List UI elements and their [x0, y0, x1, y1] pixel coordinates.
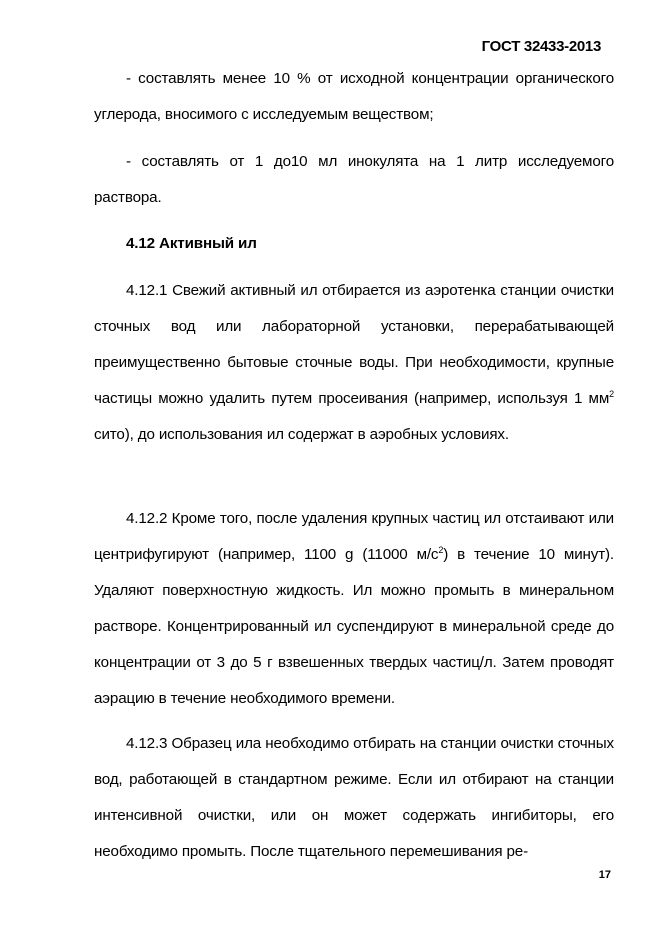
page-number: 17 [598, 869, 611, 881]
section-heading-block [94, 226, 614, 262]
section-heading: 4.12 Активный ил [126, 235, 257, 252]
paragraph-text-part: 4.12.1 Свежий активный ил отбирается из аэротенка станции очистки сточных вод или лабораторной установки, перерабатывающей преимущественно бытовые сточные воды. При необходимости, крупные частицы можно удалить путем просеивания (например, используя 1 мм [94, 282, 614, 407]
superscript: 2 [438, 544, 444, 555]
list-item-concentration [94, 61, 614, 133]
paragraph-text [94, 273, 614, 453]
paragraph-4-12-2 [94, 501, 614, 717]
paragraph-4-12-1 [94, 273, 614, 453]
superscript: 2 [609, 388, 614, 399]
list-item-text: - составлять от 1 до10 мл инокулята на 1 литр исследуемого раствора. [94, 153, 614, 206]
paragraph-text-part: 4.12.2 Кроме того, после удаления крупных частиц ил отстаивают или центрифугируют (например, 1100 g (11000 м/с [94, 510, 614, 563]
list-item-text: - составлять менее 10 % от исходной концентрации органического углерода, вносимого с исследуемым веществом; [94, 70, 614, 123]
paragraph-text: 4.12.3 Образец ила необходимо отбирать на станции очистки сточных вод, работающей в стандартном режиме. Если ил отбирают на станции интенсивной очистки, или он может содержать ингибиторы, его необходимо промыть. После тщательного перемешивания ре- [94, 735, 614, 860]
paragraph-text-part: ) в течение 10 минут). Удаляют поверхностную жидкость. Ил можно промыть в минеральном растворе. Концентрированный ил суспендируют в минеральной среде до концентрации от 3 до 5 г взвешенных твердых частиц/л. Затем проводят аэрацию в течение необходимого времени. [94, 546, 614, 707]
paragraph-4-12-3 [94, 726, 614, 870]
paragraph-text-part: сито), до использования ил содержат в аэробных условиях. [94, 426, 509, 443]
list-item-inoculum [94, 144, 614, 216]
paragraph-text [94, 501, 614, 717]
document-header: ГОСТ 32433-2013 [481, 38, 601, 55]
